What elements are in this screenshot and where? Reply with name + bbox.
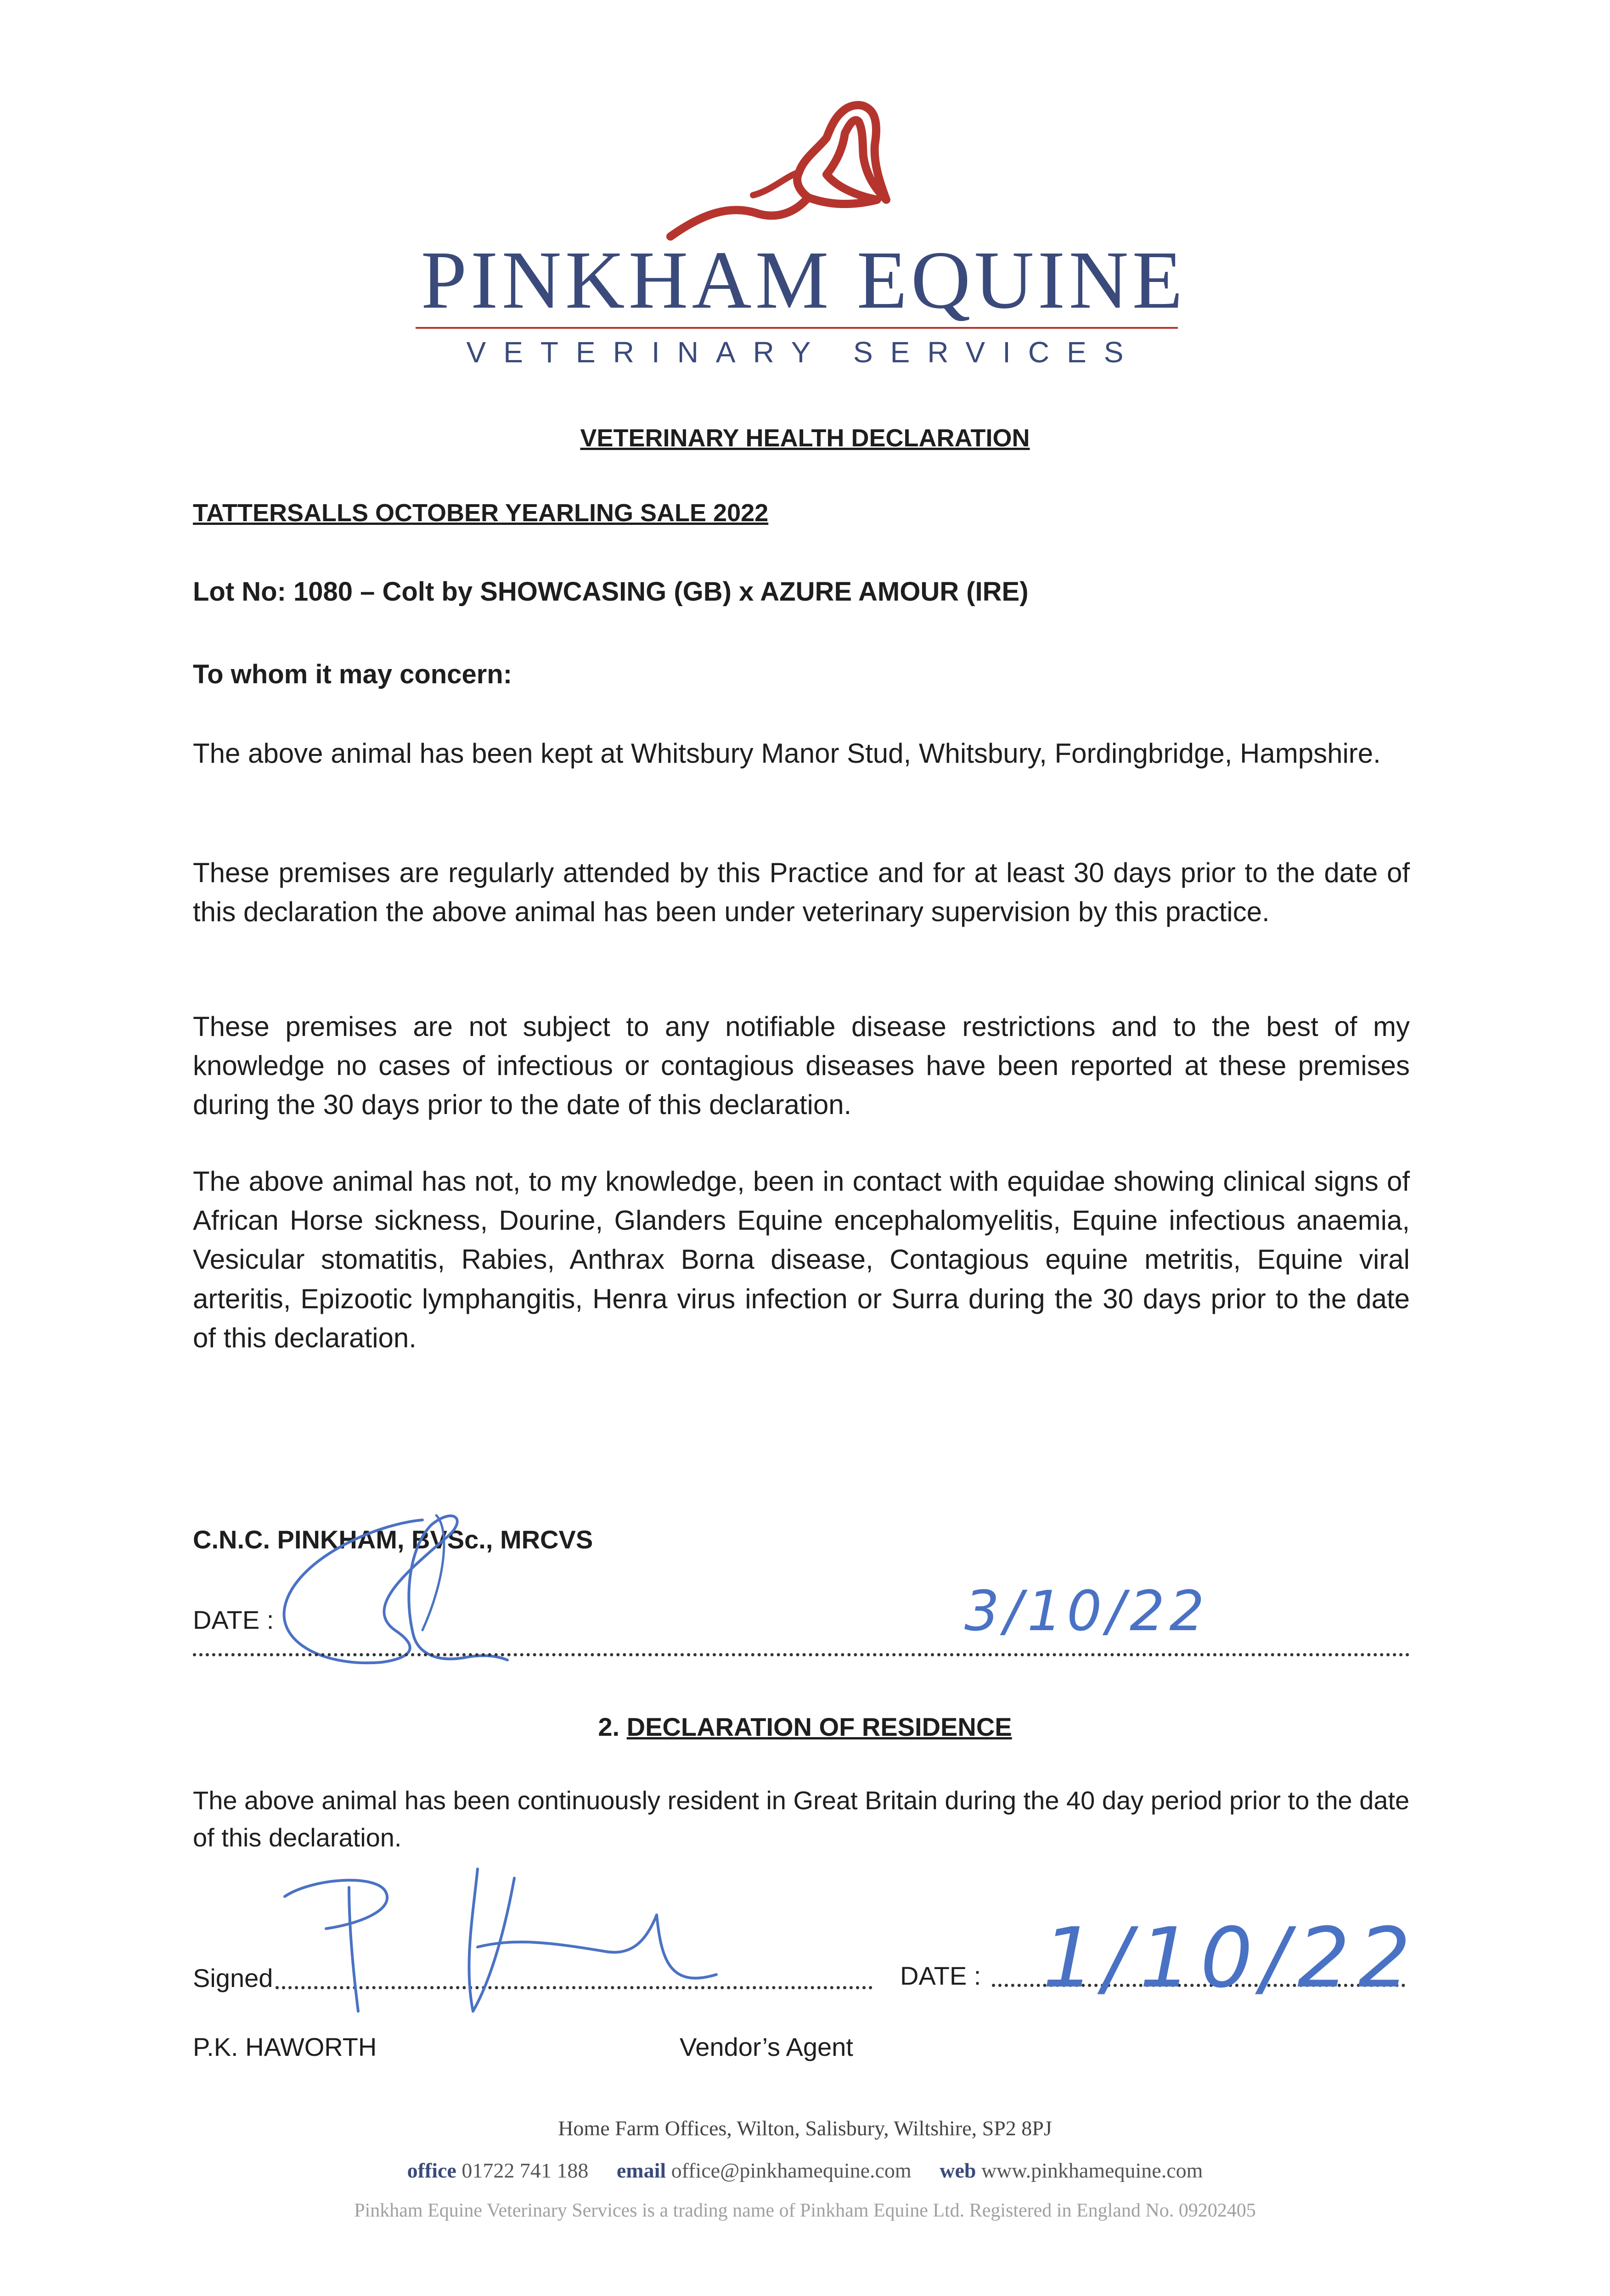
section2-number: 2. [598, 1712, 620, 1741]
footer-contact [0, 2158, 1610, 2183]
section2-heading [0, 1712, 1610, 1742]
separator-dotted [193, 1653, 1410, 1656]
paragraph-residence: The above animal has been continuously resident in Great Britain during the 40 day period prior to the date of this declaration. [193, 1786, 1410, 1852]
agent-signature-icon [257, 1860, 808, 2020]
vet-signature-icon [257, 1497, 514, 1671]
vet-date-label: DATE : [193, 1605, 274, 1634]
section2-title: DECLARATION OF RESIDENCE [626, 1712, 1012, 1741]
office-phone: 01722 741 188 [462, 2159, 589, 2182]
vet-name: C.N.C. PINKHAM, BVSc., MRCVS [193, 1525, 593, 1554]
salutation: To whom it may concern: [193, 659, 512, 689]
logo-name: PINKHAM EQUINE [421, 234, 1187, 326]
paragraph-supervision: These premises are regularly attended by this Practice and for at least 30 days prior to the date of this declaration the above animal has been under veterinary supervision by this practice. [193, 857, 1410, 928]
web-address: www.pinkhamequine.com [981, 2159, 1203, 2182]
paragraph-restrictions: These premises are not subject to any notifiable disease restrictions and to the best of my knowledge no cases of infectious or contagious diseases have been reported at these premises during the 30 days prior to the date of this declaration. [193, 1011, 1410, 1120]
agent-date-label: DATE : [900, 1961, 981, 1990]
office-label: office [407, 2159, 456, 2182]
agent-date-handwritten: 1/10/22 [1042, 1910, 1419, 2006]
email-label: email [616, 2159, 666, 2182]
paragraph-diseases: The above animal has not, to my knowledge, been in contact with equidae showing clinical signs of African Horse sickness, Dourine, Glanders Equine encephalomyelitis, Equine infectious anaemia, Vesicular stomatitis, Rabies, Anthrax Borna disease, Contagious equine metritis, Equine viral arteritis, Epizootic lymphangitis, Henra virus infection or Surra during the 30 days prior to the date of this declaration. [193, 1166, 1410, 1353]
agent-role: Vendor’s Agent [680, 2032, 853, 2061]
sale-title: TATTERSALLS OCTOBER YEARLING SALE 2022 [193, 499, 769, 527]
vet-date-handwritten: 3/10/22 [964, 1580, 1209, 1643]
email-address: office@pinkhamequine.com [671, 2159, 912, 2182]
footer-legal: Pinkham Equine Veterinary Services is a trading name of Pinkham Equine Ltd. Registered in England No. 09202405 [354, 2200, 1256, 2221]
agent-name: P.K. HAWORTH [193, 2032, 377, 2061]
logo-subtitle: VETERINARY SERVICES [466, 336, 1141, 369]
horse-logo-icon [661, 99, 900, 246]
paragraph-premises: The above animal has been kept at Whitsbury Manor Stud, Whitsbury, Fordingbridge, Hampshire. [193, 738, 1381, 769]
document-title: VETERINARY HEALTH DECLARATION [580, 424, 1030, 452]
footer-address: Home Farm Offices, Wilton, Salisbury, Wiltshire, SP2 8PJ [558, 2116, 1052, 2140]
signed-label: Signed [193, 1964, 273, 1992]
web-label: web [940, 2159, 976, 2182]
lot-line: Lot No: 1080 – Colt by SHOWCASING (GB) x AZURE AMOUR (IRE) [193, 577, 1029, 607]
logo-rule [416, 327, 1178, 329]
